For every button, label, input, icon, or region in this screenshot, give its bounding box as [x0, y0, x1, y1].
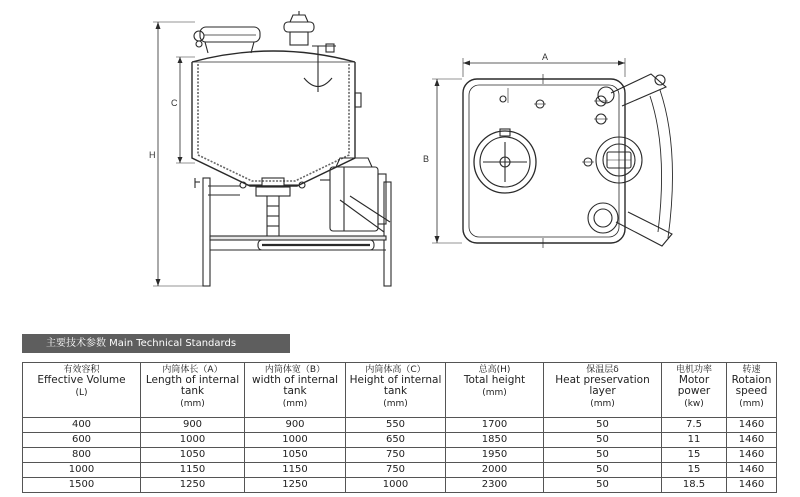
table-row — [23, 418, 777, 433]
table-cell: 1460 — [727, 463, 777, 478]
table-cell: 1150 — [141, 463, 245, 478]
table-cell: 1950 — [446, 448, 544, 463]
table-cell: 1050 — [245, 448, 346, 463]
col-header-width: 内筒体宽（B） width of internal tank (mm) — [245, 363, 346, 418]
table-cell: 50 — [544, 433, 662, 448]
table-cell: 50 — [544, 418, 662, 433]
table-cell: 900 — [245, 418, 346, 433]
table-cell: 1500 — [23, 478, 141, 493]
table-cell: 50 — [544, 463, 662, 478]
side-view — [153, 11, 391, 286]
table-cell: 600 — [23, 433, 141, 448]
table-cell: 900 — [141, 418, 245, 433]
col-header-motor-power: 电机功率 Motor power (kw) — [662, 363, 727, 418]
dim-label-b: B — [423, 154, 430, 164]
table-cell: 400 — [23, 418, 141, 433]
table-cell: 1460 — [727, 418, 777, 433]
top-view — [432, 58, 673, 248]
table-cell: 750 — [346, 448, 446, 463]
table-cell: 1000 — [245, 433, 346, 448]
table-cell: 1460 — [727, 478, 777, 493]
table-cell: 750 — [346, 463, 446, 478]
col-header-rotation-speed: 转速 Rotaion speed (mm) — [727, 363, 777, 418]
table-row — [23, 478, 777, 493]
table-cell: 1000 — [23, 463, 141, 478]
table-row — [23, 463, 777, 478]
table-cell: 650 — [346, 433, 446, 448]
table-cell: 1150 — [245, 463, 346, 478]
col-header-total-height: 总高(H) Total height (mm) — [446, 363, 544, 418]
table-cell: 1700 — [446, 418, 544, 433]
table-cell: 1000 — [346, 478, 446, 493]
col-header-length: 内筒体长（A） Length of internal tank (mm) — [141, 363, 245, 418]
table-cell: 50 — [544, 448, 662, 463]
spec-table — [22, 362, 777, 493]
table-cell: 1250 — [141, 478, 245, 493]
col-header-heat-layer: 保温层δ Heat preservation layer (mm) — [544, 363, 662, 418]
table-cell: 1850 — [446, 433, 544, 448]
table-row — [23, 448, 777, 463]
section-title: 主要技术参数 Main Technical Standards — [22, 334, 290, 353]
table-cell: 1250 — [245, 478, 346, 493]
table-row — [23, 433, 777, 448]
dim-label-h: H — [149, 150, 156, 160]
table-cell: 11 — [662, 433, 727, 448]
table-cell: 50 — [544, 478, 662, 493]
table-cell: 2000 — [446, 463, 544, 478]
table-header-row — [23, 363, 777, 418]
dim-label-c: C — [171, 98, 178, 108]
table-cell: 1000 — [141, 433, 245, 448]
table-cell: 15 — [662, 448, 727, 463]
table-cell: 800 — [23, 448, 141, 463]
dim-label-a: A — [542, 52, 549, 62]
table-cell: 7.5 — [662, 418, 727, 433]
col-header-height: 内筒体高（C） Height of internal tank (mm) — [346, 363, 446, 418]
table-cell: 2300 — [446, 478, 544, 493]
table-cell: 15 — [662, 463, 727, 478]
table-cell: 18.5 — [662, 478, 727, 493]
table-cell: 1460 — [727, 448, 777, 463]
col-header-volume: 有效容积 Effective Volume (L) — [23, 363, 141, 418]
table-cell: 1460 — [727, 433, 777, 448]
table-cell: 550 — [346, 418, 446, 433]
table-cell: 1050 — [141, 448, 245, 463]
